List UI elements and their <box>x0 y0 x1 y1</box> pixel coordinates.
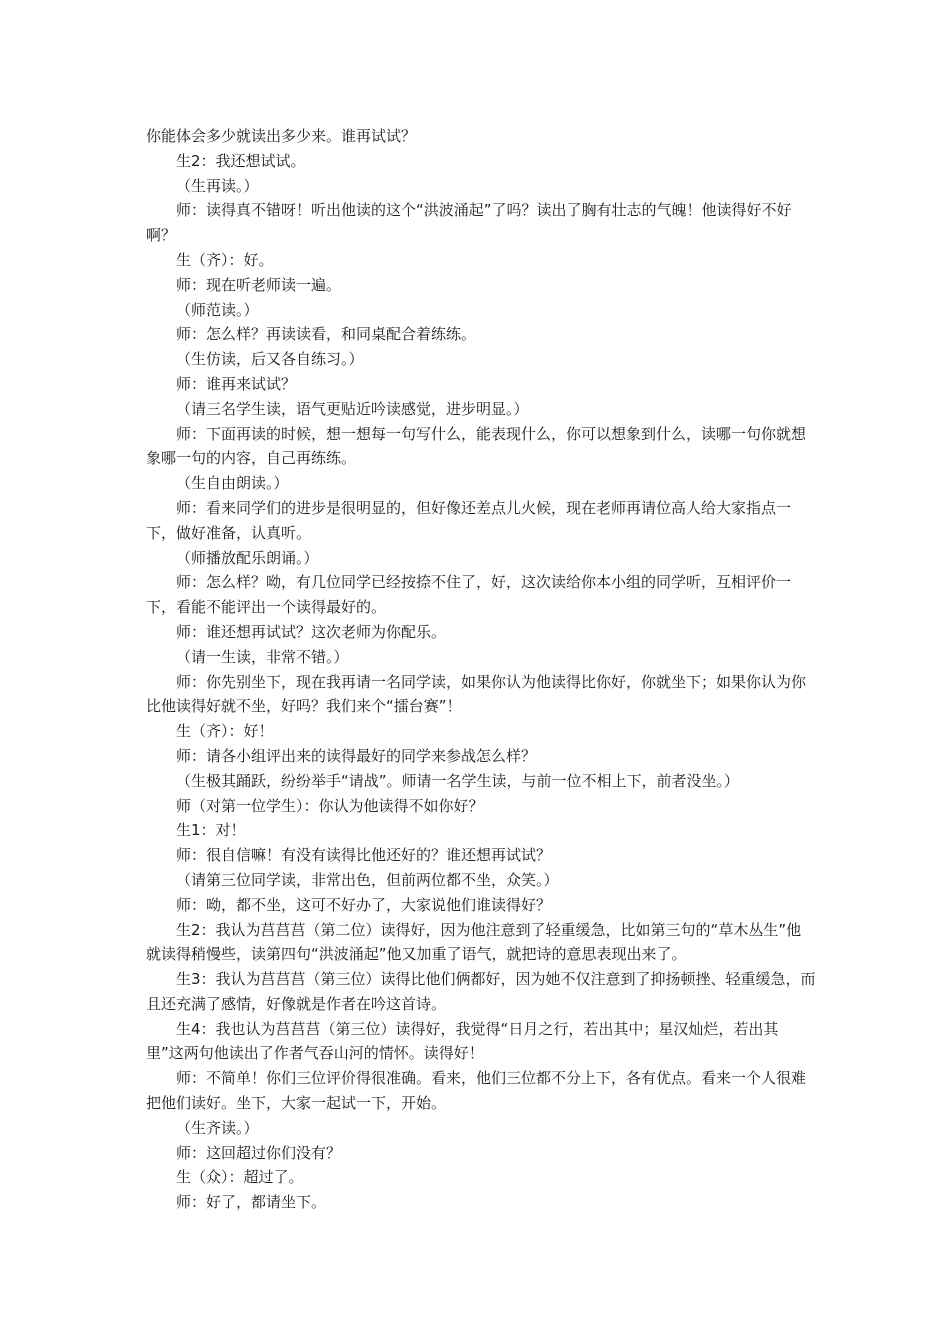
paragraph: 生（众）：超过了。 <box>176 1168 304 1187</box>
paragraph: 生1：对！ <box>176 821 246 840</box>
paragraph: 师：谁再来试试？ <box>176 374 297 393</box>
paragraph: （师范读。） <box>176 300 259 319</box>
paragraph: （请一生读，非常不错。） <box>176 647 349 666</box>
paragraph: 师：呦，都不坐，这可不好办了，大家说他们谁读得好？ <box>176 895 552 914</box>
paragraph: 师：好了，都请坐下。 <box>176 1193 327 1212</box>
paragraph: 生3：我认为莒莒莒（第三位）读得比他们俩都好，因为她不仅注意到了抑扬顿挫、轻重缓急，而且还充满了感情，好像就是作者在吟这首诗。 <box>146 970 816 1013</box>
paragraph: 师：现在听老师读一遍。 <box>176 275 342 294</box>
paragraph: 生（齐）：好！ <box>176 722 274 741</box>
paragraph: 师：请各小组评出来的读得最好的同学来参战怎么样？ <box>176 746 537 765</box>
paragraph: 师：看来同学们的进步是很明显的，但好像还差点儿火候，现在老师再请位高人给大家指点一下，做好准备，认真听。 <box>146 498 792 542</box>
document-body <box>146 124 816 1215</box>
paragraph: 生（齐）：好。 <box>176 250 274 269</box>
paragraph: 师：不简单！你们三位评价得很准确。看来，他们三位都不分上下，各有优点。看来一个人很难把他们读好。坐下，大家一起试一下，开始。 <box>146 1069 807 1113</box>
paragraph: （生极其踊跃，纷纷举手“请战”。师请一名学生读，与前一位不相上下，前者没坐。） <box>176 771 740 790</box>
paragraph: （请第三位同学读，非常出色，但前两位都不坐，众笑。） <box>176 870 559 889</box>
paragraph: 师：很自信嘛！有没有读得比他还好的？谁还想再试试？ <box>176 846 552 865</box>
paragraph: （师播放配乐朗诵。） <box>176 548 319 567</box>
paragraph: 师：下面再读的时候，想一想每一句写什么，能表现什么，你可以想象到什么，读哪一句你就想象哪一句的内容，自己再练练。 <box>146 424 807 468</box>
paragraph: 生4：我也认为莒莒莒（第三位）读得好，我觉得“日月之行，若出其中；星汉灿烂，若出其里”这两句他读出了作者气吞山河的情怀。读得好！ <box>146 1019 779 1063</box>
paragraph: （生仿读，后又各自练习。） <box>176 350 364 369</box>
paragraph: （请三名学生读，语气更贴近吟读感觉，进步明显。） <box>176 399 529 418</box>
paragraph: （生再读。） <box>176 176 259 195</box>
paragraph: 生2：我认为莒莒莒（第二位）读得好，因为他注意到了轻重缓急，比如第三句的“草木丛生”他就读得稍慢些，读第四句“洪波涌起”他又加重了语气，就把诗的意思表现出来了。 <box>146 920 802 964</box>
paragraph: 师：谁还想再试试？这次老师为你配乐。 <box>176 622 447 641</box>
paragraph: 师：你先别坐下，现在我再请一名同学读，如果你认为他读得比你好，你就坐下；如果你认为你比他读得好就不坐，好吗？我们来个“擂台赛”！ <box>146 672 807 716</box>
paragraph: 师：怎么样？呦，有几位同学已经按捺不住了，好，这次读给你本小组的同学听，互相评价一下，看能不能评出一个读得最好的。 <box>146 573 792 617</box>
paragraph: 师：这回超过你们没有？ <box>176 1143 342 1162</box>
paragraph: 你能体会多少就读出多少来。谁再试试？ <box>146 127 417 145</box>
paragraph: 师（对第一位学生）：你认为他读得不如你好？ <box>176 796 484 815</box>
paragraph: （生齐读。） <box>176 1118 259 1137</box>
paragraph: 生2：我还想试试。 <box>176 151 306 170</box>
paragraph: 师：怎么样？再读读看，和同桌配合着练练。 <box>176 325 477 344</box>
paragraph: 师：读得真不错呀！听出他读的这个“洪波涌起”了吗？读出了胸有壮志的气魄！他读得好不好啊？ <box>146 201 792 245</box>
paragraph: （生自由朗读。） <box>176 474 289 493</box>
